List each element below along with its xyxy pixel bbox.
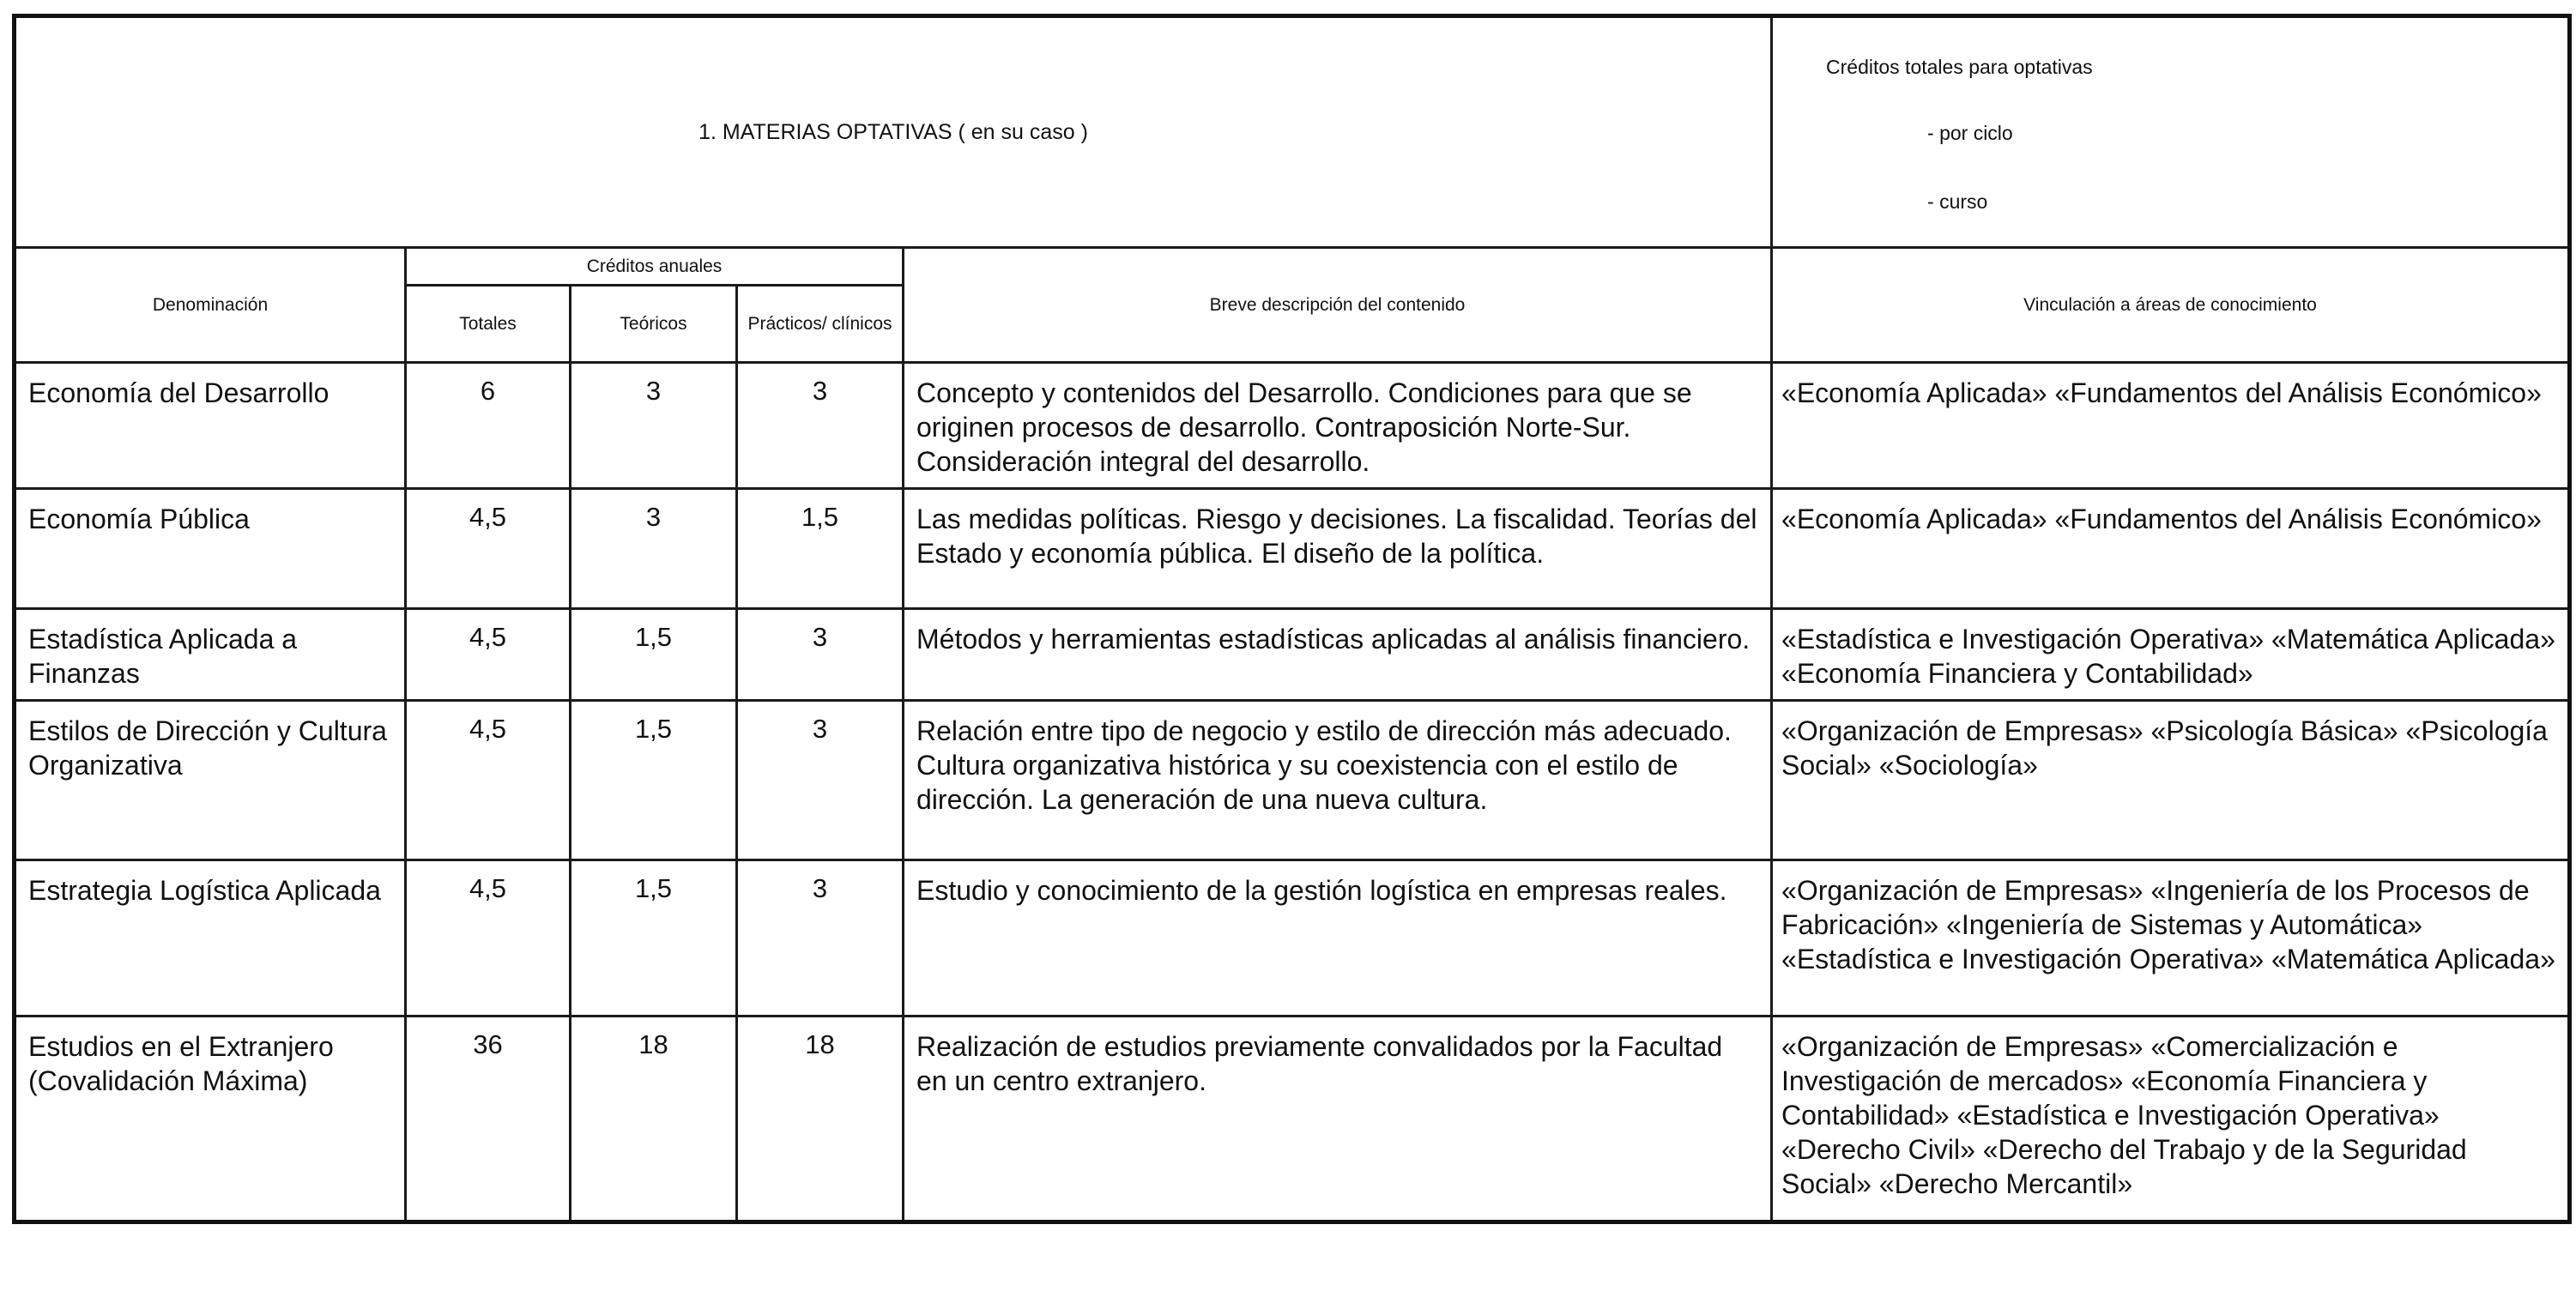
credits-total: 4,5 [406,489,571,609]
subject-description: Métodos y herramientas estadísticas aplicadas al análisis financiero. [904,609,1772,701]
col-header-name: Denominación [15,248,406,363]
col-header-description: Breve descripción del contenido [904,248,1772,363]
credits-practice: 3 [737,363,904,489]
credits-theory: 1,5 [571,701,737,860]
credits-per-cycle: - por ciclo [1927,122,2013,144]
col-header-theory: Teóricos [571,286,737,363]
table-row [15,860,2570,1016]
subject-name: Economía del Desarrollo [15,363,406,489]
column-header-row-1 [15,248,2570,286]
subject-name: Estilos de Dirección y Cultura Organizativa [15,701,406,860]
table-row [15,609,2570,701]
col-header-areas: Vinculación a áreas de conocimiento [1772,248,2570,363]
credits-practice: 3 [737,609,904,701]
credits-practice: 18 [737,1016,904,1222]
subject-name: Estrategia Logística Aplicada [15,860,406,1016]
subject-description: Realización de estudios previamente convalidados por la Facultad en un centro extranjero. [904,1016,1772,1222]
credits-total: 6 [406,363,571,489]
credits-theory: 3 [571,489,737,609]
title-row [15,16,2570,248]
subject-description: Estudio y conocimiento de la gestión logística en empresas reales. [904,860,1772,1016]
credits-theory: 18 [571,1016,737,1222]
credits-total-title: Créditos totales para optativas [1826,56,2093,78]
knowledge-areas: «Organización de Empresas» «Psicología Básica» «Psicología Social» «Sociología» [1772,701,2570,860]
table-title: 1. MATERIAS OPTATIVAS ( en su caso ) [15,16,1772,248]
subject-name: Estadística Aplicada a Finanzas [15,609,406,701]
table-row [15,489,2570,609]
table-row [15,363,2570,489]
knowledge-areas: «Organización de Empresas» «Ingeniería de los Procesos de Fabricación» «Ingeniería de Sistemas y Automática» «Estadística e Investigación Operativa» «Matemática Aplicada» [1772,860,2570,1016]
knowledge-areas: «Estadística e Investigación Operativa» «Matemática Aplicada» «Economía Financiera y Contabilidad» [1772,609,2570,701]
col-header-credits: Créditos anuales [406,248,904,286]
credits-total-box [1772,16,2570,248]
subject-description: Las medidas políticas. Riesgo y decisiones. La fiscalidad. Teorías del Estado y economía pública. El diseño de la política. [904,489,1772,609]
credits-total: 4,5 [406,701,571,860]
credits-theory: 1,5 [571,609,737,701]
credits-total: 36 [406,1016,571,1222]
course-table-page [12,14,2567,1290]
subject-name: Economía Pública [15,489,406,609]
credits-total: 4,5 [406,860,571,1016]
credits-practice: 3 [737,701,904,860]
subject-name: Estudios en el Extranjero (Covalidación Máxima) [15,1016,406,1222]
knowledge-areas: «Organización de Empresas» «Comercialización e Investigación de mercados» «Economía Financiera y Contabilidad» «Estadística e Investigación Operativa» «Derecho Civil» «Derecho del Trabajo y de la Seguridad Social» «Derecho Mercantil» [1772,1016,2570,1222]
credits-per-course: - curso [1927,190,1988,213]
knowledge-areas: «Economía Aplicada» «Fundamentos del Análisis Económico» [1772,363,2570,489]
knowledge-areas: «Economía Aplicada» «Fundamentos del Análisis Económico» [1772,489,2570,609]
credits-practice: 3 [737,860,904,1016]
subject-description: Relación entre tipo de negocio y estilo de dirección más adecuado. Cultura organizativa histórica y su coexistencia con el estilo de dirección. La generación de una nueva cultura. [904,701,1772,860]
credits-practice: 1,5 [737,489,904,609]
optional-subjects-table [12,14,2572,1224]
table-row [15,701,2570,860]
table-row [15,1016,2570,1222]
subject-description: Concepto y contenidos del Desarrollo. Condiciones para que se originen procesos de desarrollo. Contraposición Norte-Sur. Consideración integral del desarrollo. [904,363,1772,489]
credits-total: 4,5 [406,609,571,701]
credits-theory: 1,5 [571,860,737,1016]
col-header-practice: Prácticos/ clínicos [737,286,904,363]
col-header-total: Totales [406,286,571,363]
credits-theory: 3 [571,363,737,489]
